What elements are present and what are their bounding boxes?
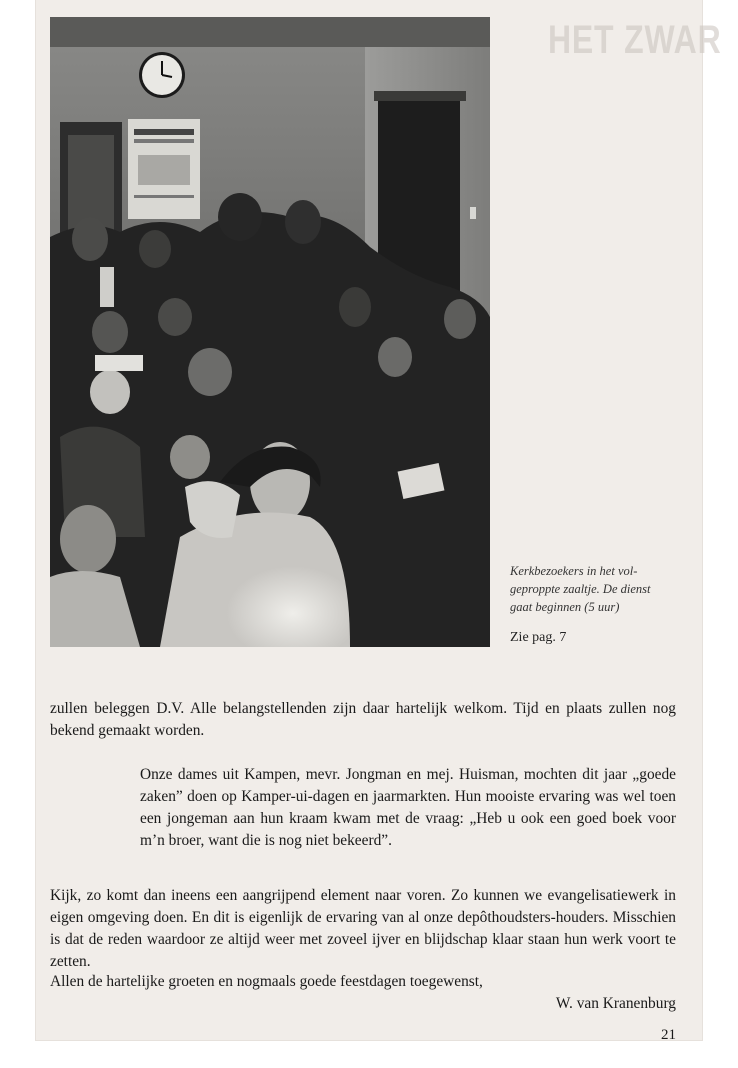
paragraph-evangelism: Kijk, zo komt dan ineens een aangrijpend element naar voren. Zo kunnen we evangelisatiewerk in eigen omgeving doen. En dit is eigenlijk de ervaring van al onze depôthoudsters-houders. Misschien is dat de reden waardoor ze altijd weer met zoveel ijver en blijdschap klaar staan hun werk voort te zetten. (50, 887, 676, 970)
see-page-reference: Zie pag. 7 (510, 630, 567, 645)
wall-clock-icon (139, 52, 185, 98)
bleed-through-heading: HET ZWAR (548, 18, 722, 62)
caption-line: geproppte zaaltje. De dienst (510, 582, 651, 596)
page-number: 21 (661, 1027, 676, 1043)
signature: W. van Kranenburg (555, 995, 676, 1012)
paragraph-greetings: Allen de hartelijke groeten en nogmaals goede feestdagen toegewenst, (50, 973, 483, 990)
photo-caption (510, 562, 685, 616)
paragraph-kampen: Onze dames uit Kampen, mevr. Jongman en mej. Huisman, mochten dit jaar „goede zaken” doen op Kamper-ui-dagen en jaarmarkten. Hun mooiste ervaring was wel toen een jongeman aan hun kraam kwam met de vraag: „Heb u ook een goed boek voor m’n broer, want die is nog niet bekeerd”. (140, 766, 676, 849)
paragraph-meeting: zullen beleggen D.V. Alle belangstellenden zijn daar hartelijk welkom. Tijd en plaats zullen nog bekend gemaakt worden. (50, 700, 676, 739)
caption-line: gaat beginnen (5 uur) (510, 600, 620, 614)
congregation-photo (50, 17, 490, 647)
bleed-through-block (555, 105, 685, 173)
caption-line: Kerkbezoekers in het vol- (510, 564, 638, 578)
